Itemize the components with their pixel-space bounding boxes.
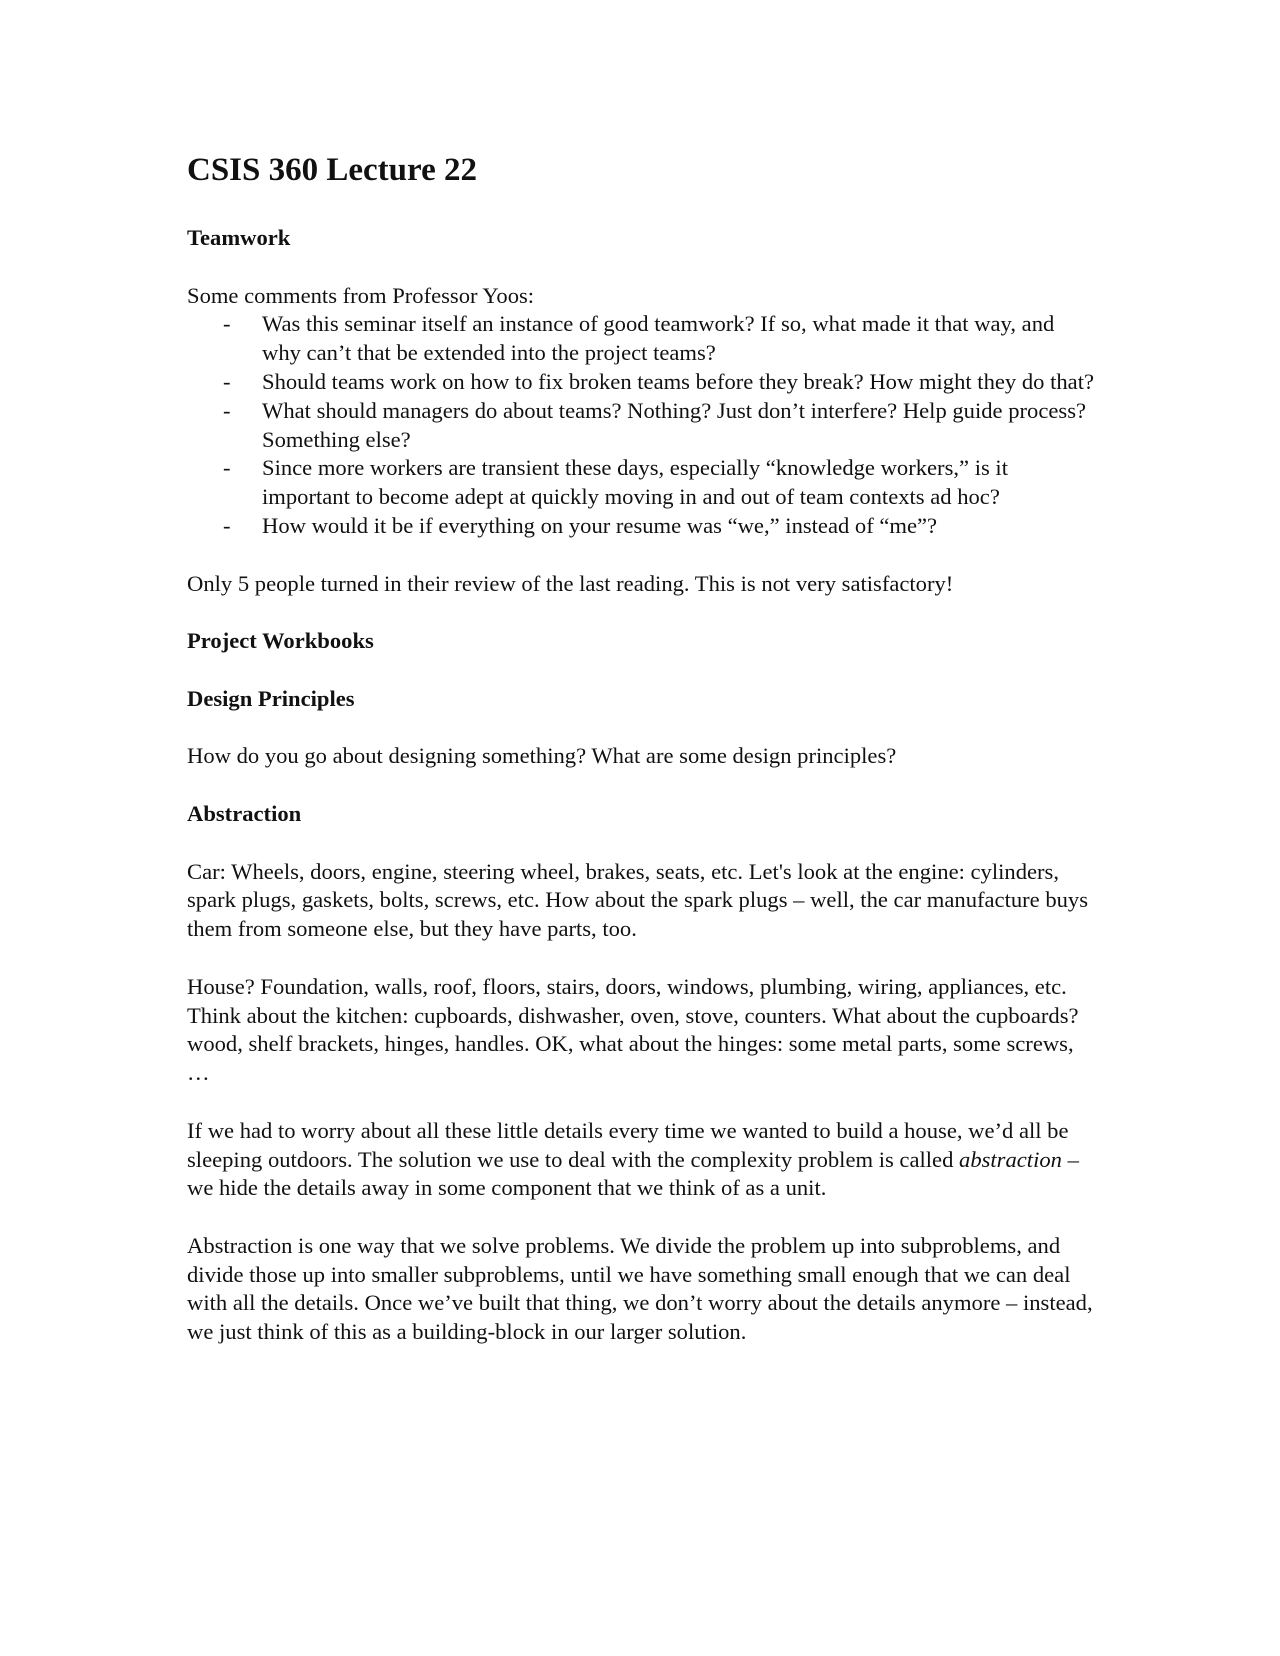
spacer bbox=[187, 656, 1097, 685]
list-item-text: How would it be if everything on your resume was “we,” instead of “me”? bbox=[262, 512, 938, 538]
teamwork-intro: Some comments from Professor Yoos: bbox=[187, 282, 535, 308]
heading-abstraction: Abstraction bbox=[187, 800, 302, 826]
list-item bbox=[187, 368, 1097, 397]
paragraph-house: House? Foundation, walls, roof, floors, stairs, doors, windows, plumbing, wiring, appliances, etc. Think about the kitchen: cupboards, dishwasher, oven, stove, counters. What about the cupboards? wood, shelf brackets, hinges, handles. OK, what about the hinges: some metal parts, some screws, … bbox=[187, 973, 1079, 1086]
teamwork-bullet-list bbox=[187, 310, 1097, 540]
list-item-text: Since more workers are transient these days, especially “knowledge workers,” is it important to become adept at quickly moving in and out of team contexts ad hoc? bbox=[262, 455, 1008, 510]
paragraph-details bbox=[187, 1117, 1097, 1203]
document-page bbox=[187, 146, 1097, 1347]
dash-bullet: - bbox=[223, 397, 231, 423]
paragraph-car: Car: Wheels, doors, engine, steering wheel, brakes, seats, etc. Let's look at the engine: cylinders, spark plugs, gaskets, bolts, screws, etc. How about the spark plugs – well, the car manufacture buys them from someone else, but they have parts, too. bbox=[187, 858, 1089, 942]
list-item bbox=[187, 454, 1097, 512]
dash-bullet: - bbox=[223, 311, 231, 337]
list-item-text: Should teams work on how to fix broken teams before they break? How might they do that? bbox=[262, 368, 1095, 394]
spacer bbox=[187, 541, 1097, 570]
spacer bbox=[187, 598, 1097, 627]
page-title: CSIS 360 Lecture 22 bbox=[187, 152, 477, 188]
paragraph-solve: Abstraction is one way that we solve problems. We divide the problem up into subproblems, and divide those up into smaller subproblems, until we have something small enough that we can deal with all the details. Once we’ve built that thing, we don’t worry about the details anymore – instead, we just think of this as a building-block in our larger solution. bbox=[187, 1232, 1093, 1345]
list-item bbox=[187, 512, 1097, 541]
spacer bbox=[187, 944, 1097, 973]
details-text-before: If we had to worry about all these little details every time we wanted to build a house, we’d all be sleeping outdoors. The solution we use to deal with the complexity problem is called bbox=[187, 1117, 1069, 1172]
list-item bbox=[187, 397, 1097, 455]
review-note: Only 5 people turned in their review of the last reading. This is not very satisfactory! bbox=[187, 570, 954, 596]
spacer bbox=[187, 253, 1097, 282]
heading-teamwork: Teamwork bbox=[187, 225, 291, 250]
dash-bullet: - bbox=[223, 455, 231, 481]
spacer bbox=[187, 714, 1097, 743]
design-principles-question: How do you go about designing something? What are some design principles? bbox=[187, 743, 897, 769]
dash-bullet: - bbox=[223, 368, 231, 394]
term-abstraction: abstraction bbox=[959, 1146, 1062, 1172]
list-item-text: What should managers do about teams? Nothing? Just don’t interfere? Help guide process? Something else? bbox=[262, 397, 1087, 452]
details-text-after: – we hide the details away in some component that we think of as a unit. bbox=[187, 1146, 1079, 1201]
spacer bbox=[187, 771, 1097, 800]
spacer bbox=[187, 1203, 1097, 1232]
spacer bbox=[187, 829, 1097, 858]
heading-design-principles: Design Principles bbox=[187, 685, 355, 711]
heading-project-workbooks: Project Workbooks bbox=[187, 628, 374, 654]
list-item bbox=[187, 310, 1097, 368]
list-item-text: Was this seminar itself an instance of good teamwork? If so, what made it that way, and why can’t that be extended into the project teams? bbox=[262, 311, 1055, 366]
dash-bullet: - bbox=[223, 512, 231, 538]
spacer bbox=[187, 1088, 1097, 1117]
